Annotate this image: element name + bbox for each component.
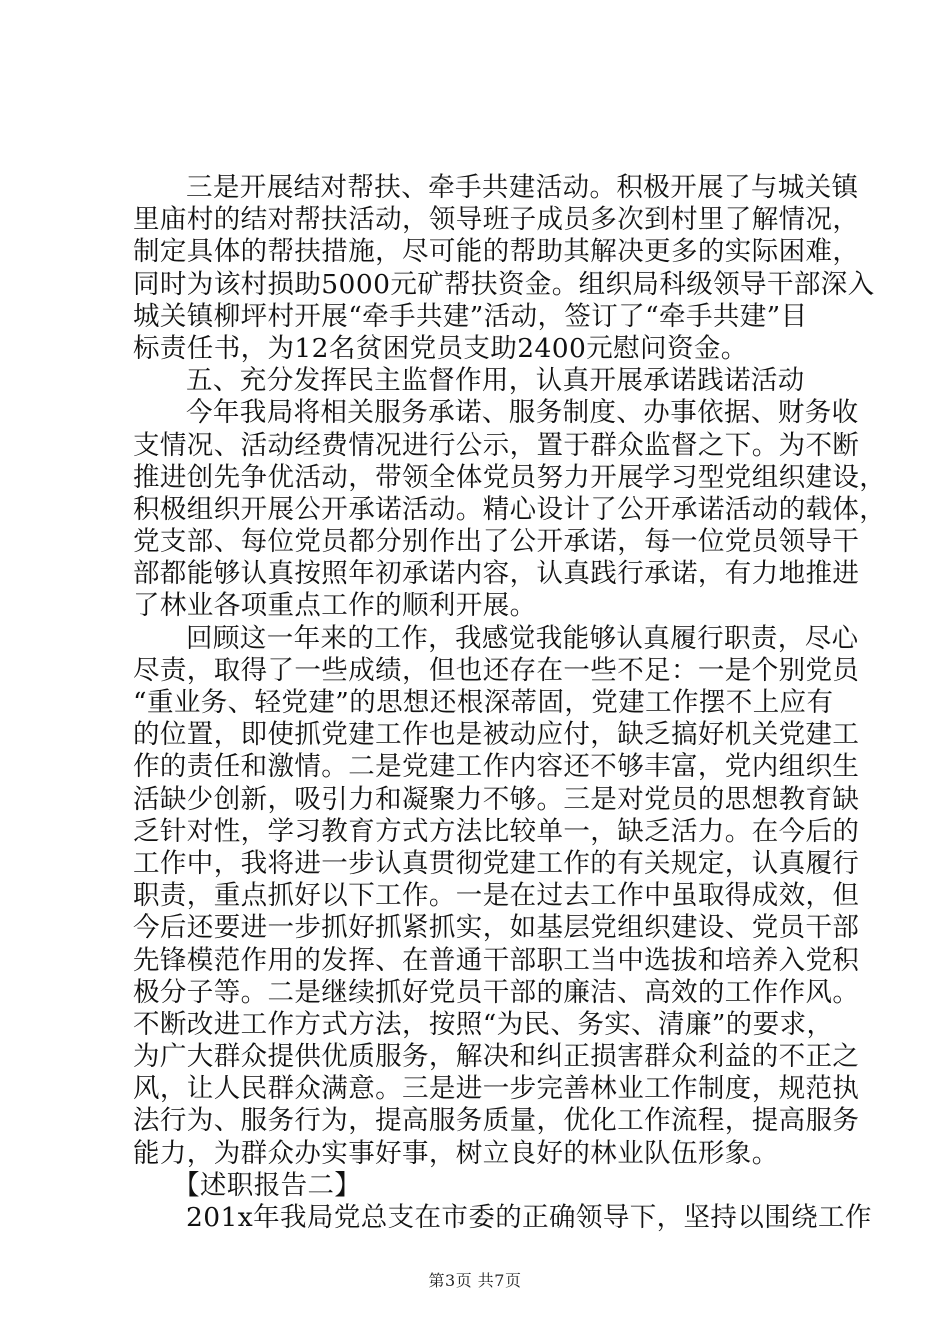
text-line: 回顾这一年来的工作，我感觉我能够认真履行职责，尽心 bbox=[186, 622, 859, 654]
text-line: 今年我局将相关服务承诺、服务制度、办事依据、财务收 bbox=[186, 397, 859, 429]
text-line: 能力，为群众办实事好事，树立良好的林业队伍形象。 bbox=[133, 1137, 779, 1169]
text-line: 活缺少创新，吸引力和凝聚力不够。三是对党员的思想教育缺 bbox=[133, 783, 860, 815]
page-footer: 第3页 共7页 bbox=[428, 1271, 522, 1290]
text-line: 部都能够认真按照年初承诺内容，认真践行承诺，有力地推进 bbox=[133, 558, 860, 590]
text-line: 工作中，我将进一步认真贯彻党建工作的有关规定，认真履行 bbox=[133, 847, 860, 879]
report-heading: 【述职报告二】 bbox=[173, 1169, 362, 1201]
text-line: 作的责任和激情。二是党建工作内容还不够丰富，党内组织生 bbox=[133, 751, 860, 783]
text-line: 今后还要进一步抓好抓紧抓实，如基层党组织建设、党员干部 bbox=[133, 912, 860, 944]
text-line: 支情况、活动经费情况进行公示，置于群众监督之下。为不断 bbox=[133, 429, 860, 461]
text-line: 推进创先争优活动，带领全体党员努力开展学习型党组织建设， bbox=[133, 461, 887, 493]
text-line: 标责任书，为12名贫困党员支助2400元慰问资金。 bbox=[133, 332, 748, 364]
text-line: 为广大群众提供优质服务，解决和纠正损害群众利益的不正之 bbox=[133, 1041, 860, 1073]
text-line: 不断改进工作方式方法，按照“为民、务实、清廉”的要求， bbox=[133, 1008, 834, 1040]
text-line: 职责，重点抓好以下工作。一是在过去工作中虽取得成效，但 bbox=[133, 880, 860, 912]
text-line: 城关镇柳坪村开展“牵手共建”活动，签订了“牵手共建”目 bbox=[133, 300, 808, 332]
text-line: 先锋模范作用的发挥、在普通干部职工当中选拔和培养入党积 bbox=[133, 944, 860, 976]
text-line: 风，让人民群众满意。三是进一步完善林业工作制度，规范执 bbox=[133, 1073, 860, 1105]
text-line: 同时为该村损助5000元矿帮扶资金。组织局科级领导干部深入 bbox=[133, 268, 875, 300]
text-line: 极分子等。二是继续抓好党员干部的廉洁、高效的工作作风。 bbox=[133, 976, 860, 1008]
text-line: 乏针对性，学习教育方式方法比较单一，缺乏活力。在今后的 bbox=[133, 815, 860, 847]
text-line: 三是开展结对帮扶、牵手共建活动。积极开展了与城关镇 bbox=[186, 172, 859, 203]
text-line: 党支部、每位党员都分别作出了公开承诺，每一位党员领导干 bbox=[133, 526, 860, 558]
text-line: 201x年我局党总支在市委的正确领导下，坚持以围绕工作 bbox=[186, 1202, 872, 1233]
text-line: 法行为、服务行为，提高服务质量，优化工作流程，提高服务 bbox=[133, 1105, 860, 1137]
section-heading: 五、充分发挥民主监督作用，认真开展承诺践诺活动 bbox=[186, 365, 805, 397]
text-line: 里庙村的结对帮扶活动，领导班子成员多次到村里了解情况， bbox=[133, 204, 860, 236]
text-line: 积极组织开展公开承诺活动。精心设计了公开承诺活动的载体， bbox=[133, 493, 887, 525]
text-line: 尽责，取得了一些成绩，但也还存在一些不足：一是个别党员 bbox=[133, 654, 860, 686]
text-line: “重业务、轻党建”的思想还根深蒂固，党建工作摆不上应有 bbox=[133, 687, 834, 718]
text-line: 了林业各项重点工作的顺利开展。 bbox=[133, 590, 537, 622]
document-body bbox=[133, 172, 887, 1234]
text-line: 的位置，即使抓党建工作也是被动应付，缺乏搞好机关党建工 bbox=[133, 719, 860, 751]
text-line: 制定具体的帮扶措施，尽可能的帮助其解决更多的实际困难， bbox=[133, 236, 860, 268]
